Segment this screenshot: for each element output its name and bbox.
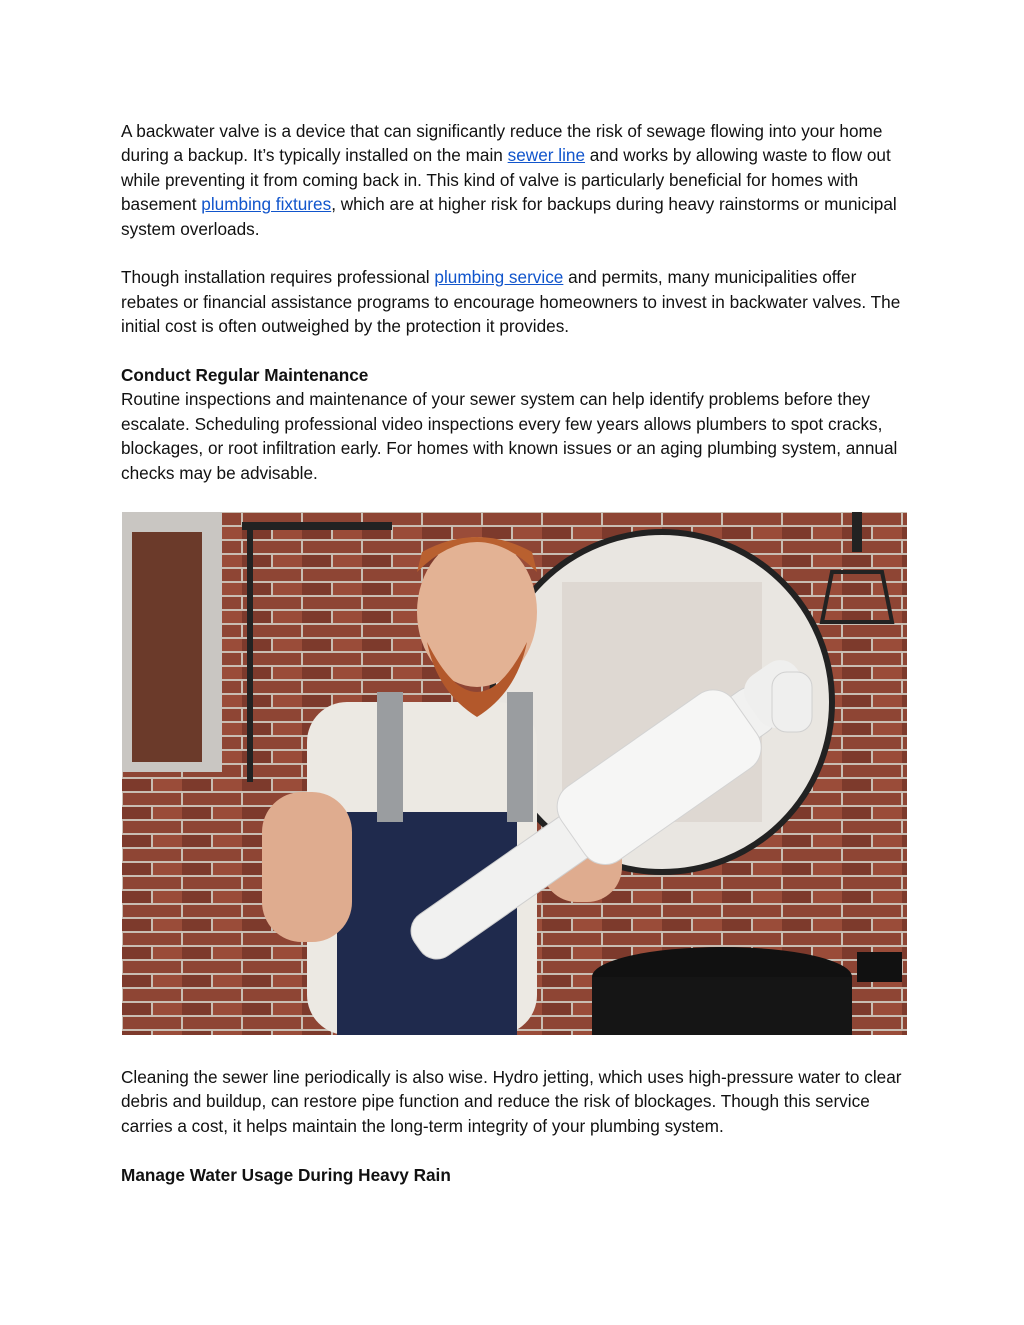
paragraph-maintenance: Routine inspections and maintenance of your sewer system can help identify problems before they escalate. Scheduling professional video inspections every few years allows plumbers to spot cracks, blockages, or root infiltration early. For homes with known issues or an aging plumbing system, annual checks may be advisable. bbox=[121, 389, 898, 483]
paragraph-installation: Though installation requires professional plumbing service and permits, many municipalities offer rebates or financial assistance programs to encourage homeowners to invest in backwater valves. The initial cost is often outweighed by the protection it provides. bbox=[121, 267, 901, 337]
heading-regular-maintenance: Conduct Regular Maintenance bbox=[121, 365, 369, 386]
plumber-illustration bbox=[122, 512, 907, 1035]
heading-manage-water-usage: Manage Water Usage During Heavy Rain bbox=[121, 1164, 451, 1185]
document-body-continued bbox=[121, 1065, 911, 1187]
paragraph-cleaning: Cleaning the sewer line periodically is also wise. Hydro jetting, which uses high-pressure water to clear debris and buildup, can restore pipe function and reduce the risk of blockages. Though this service carries a cost, it helps maintain the long-term integrity of your plumbing system. bbox=[121, 1067, 902, 1136]
paragraph-backwater-valve: A backwater valve is a device that can significantly reduce the risk of sewage flowing into your home during a backup. It’s typically installed on the main sewer line and works by allowing waste to flow out while preventing it from coming back in. This kind of valve is particularly beneficial for homes with basement plumbing fixtures, which are at higher risk for backups during heavy rainstorms or municipal system overloads. bbox=[121, 121, 897, 239]
plumbing-fixtures-link[interactable]: plumbing fixtures bbox=[201, 194, 332, 215]
plumbing-service-link[interactable]: plumbing service bbox=[434, 267, 564, 288]
document-body bbox=[121, 119, 911, 485]
sewer-line-link[interactable]: sewer line bbox=[507, 145, 586, 166]
plumber-photo bbox=[122, 512, 907, 1035]
